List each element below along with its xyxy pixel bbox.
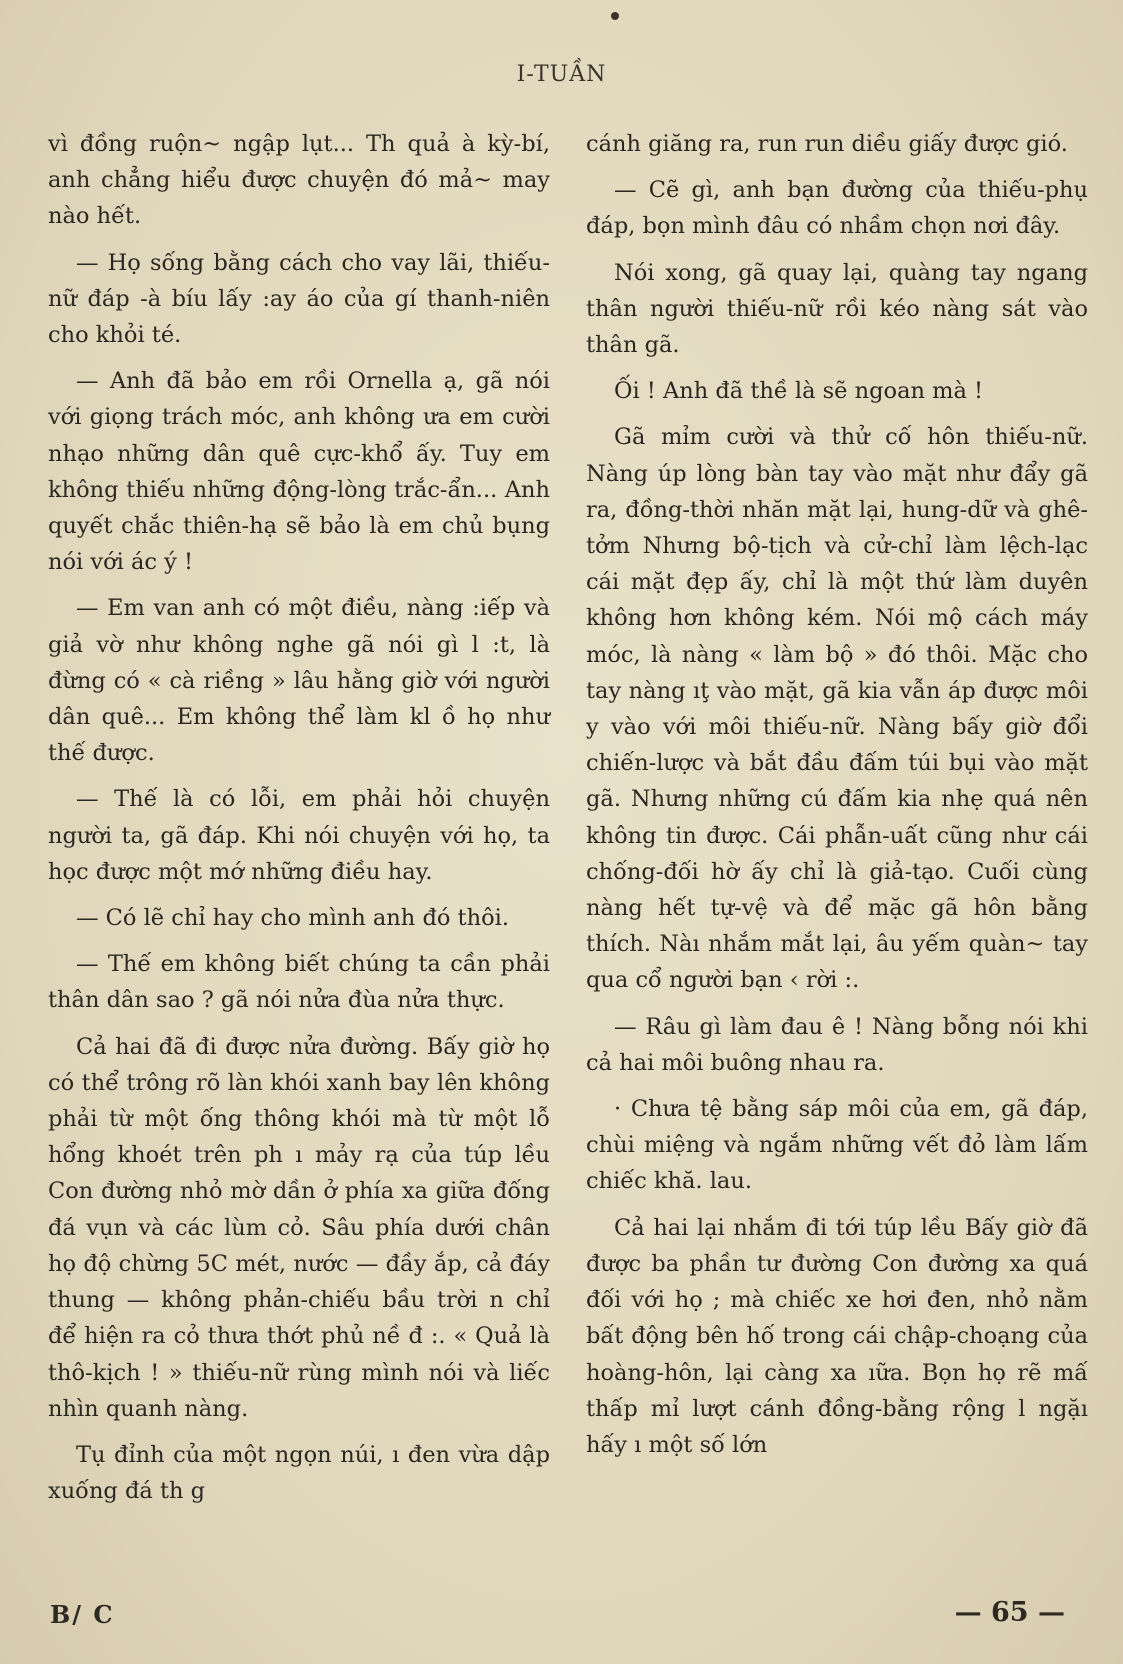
paragraph: — Họ sống bằng cách cho vay lãi, thiếu-nữ đáp -à bíu lấy :ay áo của gí thanh-niên cho khỏi té. — [48, 249, 550, 349]
paragraph: Cả hai lại nhắm đi tới túp lều Bấy giờ đã được ba phần tư đường Con đường xa quá đối với họ ; mà chiếc xe hơi đen, nhỏ nằm bất động bên hố trong cái chập-choạng của hoàng-hôn, lại càng xa ıữa. Bọn họ rẽ mấ thấp mỉ lượt cánh đồng-bằng rộng l ngặı hấy ı một số lớn — [586, 1214, 1088, 1458]
paragraph: — Thế em không biết chúng ta cần phải thân dân sao ? gã nói nửa đùa nửa thực. — [48, 951, 550, 1014]
paragraph: — Có lẽ chỉ hay cho mình anh đó thôi. — [76, 905, 509, 932]
paragraph: cánh giăng ra, run run diều giấy được gió. — [586, 131, 1068, 157]
ink-dot — [611, 12, 619, 20]
paragraph: — Râu gì làm đau ê ! Nàng bỗng nói khi cả hai môi buông nhau ra. — [586, 1013, 1088, 1076]
left-column — [48, 126, 550, 1519]
publication-footer: B/ C — [50, 1600, 115, 1629]
paragraph: — Thế là có lỗi, em phải hỏi chuyện người ta, gã đáp. Khi nói chuyện với họ, ta học được một mớ những điều hay. — [48, 786, 550, 885]
paragraph: Ối ! Anh đã thề là sẽ ngoan mà ! — [614, 378, 984, 405]
paragraph: — Em van anh có một điều, nàng :iếp và giả vờ như không nghe gã nói gì l :t, là đừng có « cà riềng » lâu hằng giờ với người dân quê... Em không thể làm kl ồ họ như thế được. — [48, 595, 550, 767]
running-header: I-TUẦN — [516, 62, 607, 87]
paragraph: Gã mỉm cười và thử cố hôn thiếu-nữ. Nàng úp lòng bàn tay vào mặt như đẩy gã ra, đồng-thời nhăn mặt lại, hung-dữ và ghê-tởm Nhưng bộ-tịch và cử-chỉ làm lệch-lạc cái mặt đẹp ấy, chỉ là một thứ làm duyên không hơn không kém. Nói mộ cách máy móc, là nàng « làm bộ » đó thôi. Mặc cho tay nàng ıţ vào mặt, gã kia vẫn áp được môi y vào với môi thiếu-nữ. Nàng bấy giờ đổi chiến-lược và bắt đầu đấm túi bụi vào mặt gã. Nhưng những cú đấm kia nhẹ quá nên không tin được. Cái phẫn-uất cũng như cái chống-đối hờ ấy chỉ là giả-tạo. Cuối cùng nàng hết tự-vệ và để mặc gã hôn bằng thích. Nàı nhắm mắt lại, âu yếm quàn~ tay qua cổ người bạn ‹ rời :. — [586, 424, 1088, 994]
paragraph: Tụ đỉnh của một ngọn núi, ı đen vừa dập xuống đá th g — [48, 1441, 550, 1505]
paragraph: vì đồng ruộn~ ngập lụt... Th quả à kỳ-bí, anh chẳng hiểu được chuyện đó mả~ may nào hết. — [48, 131, 550, 230]
paragraph: Nói xong, gã quay lại, quàng tay ngang thân người thiếu-nữ rồi kéo nàng sát vào thân gã. — [586, 259, 1088, 359]
paragraph: Cả hai đã đi được nửa đường. Bấy giờ họ có thể trông rõ làn khói xanh bay lên không phải từ một ống thông khói mà từ một lỗ hổng khoét trên ph ı mảy rạ của túp lều Con đường nhỏ mờ dần ở phía xa giữa đống đá vụn và các lùm cỏ. Sâu phía dưới chân họ độ chừng 5C mét, nước — đầy ắp, cả đáy thung — không phản-chiếu bầu trời n chỉ để hiện ra cỏ thưa thớt phủ nề đ :. « Quả là thô-kịch ! » thiếu-nữ rùng mình nói và liếc nhìn quanh nàng. — [48, 1033, 550, 1422]
paragraph: — Cẽ gì, anh bạn đường của thiếu-phụ đáp, bọn mình đâu có nhầm chọn nơi đây. — [586, 177, 1088, 240]
page-number: — 65 — — [954, 1597, 1065, 1628]
paragraph: — Anh đã bảo em rồi Ornella ạ, gã nói với giọng trách móc, anh không ưa em cười nhạo những dân quê cực-khổ ấy. Tuy em không thiếu những động-lòng trắc-ẩn... Anh quyết chắc thiên-hạ sẽ bảo là em chủ bụng nói với ác ý ! — [48, 368, 550, 576]
paragraph: · Chưa tệ bằng sáp môi của em, gã đáp, chùi miệng và ngắm những vết đỏ làm lấm chiếc khă. lau. — [586, 1096, 1088, 1195]
right-column — [586, 126, 1088, 1473]
